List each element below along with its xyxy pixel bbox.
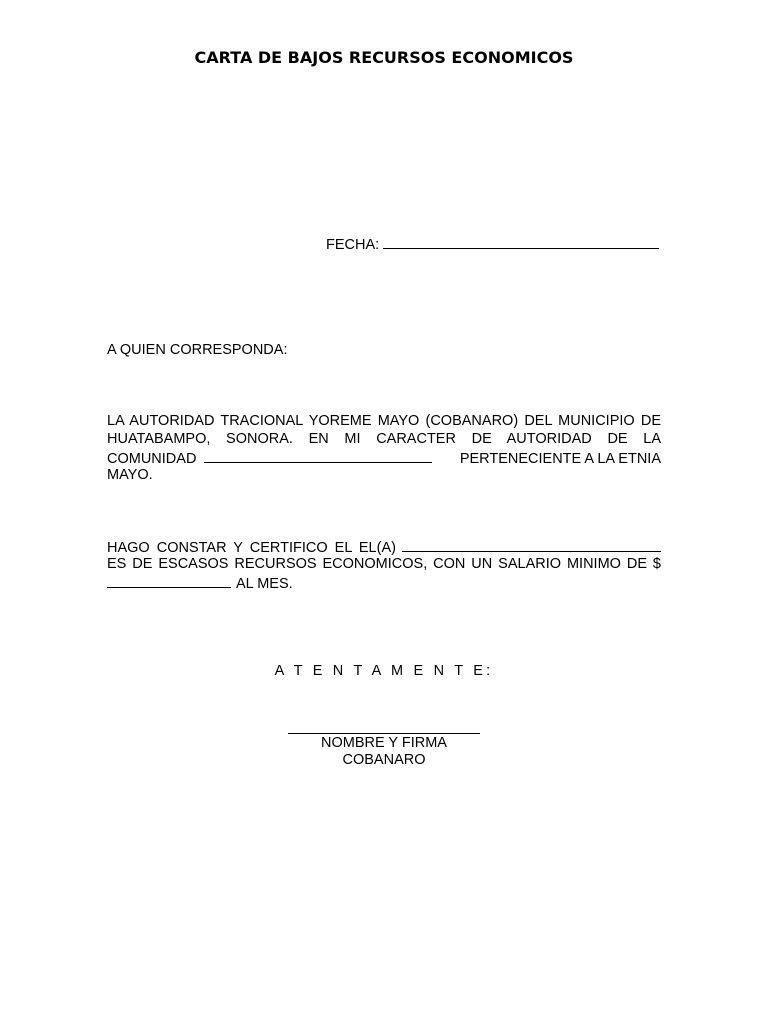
paragraph-certification [107,537,661,591]
paragraph-line-salary [107,573,661,591]
community-blank-field [204,448,432,463]
document-title: CARTA DE BAJOS RECURSOS ECONOMICOS [194,48,574,67]
date-blank-field [383,234,659,249]
ethnicity-text: PERTENECIENTE A LA ETNIA [459,451,661,467]
closing-text: A T E N T A M E N T E: [274,663,494,679]
paragraph-line: ES DE ESCASOS RECURSOS ECONOMICOS, CON UN SALARIO MINIMO DE $ [107,556,661,572]
paragraph-line: MAYO. [107,467,153,483]
per-month-text: AL MES. [236,576,293,592]
salary-blank-field [107,573,231,588]
date-line [326,234,659,254]
paragraph-line: HUATABAMPO, SONORA. EN MI CARACTER DE AUTORIDAD DE LA [107,431,661,447]
date-label: FECHA: [326,237,380,253]
paragraph-authority [107,412,661,484]
salutation: A QUIEN CORRESPONDA: [107,342,288,358]
paragraph-line-person [107,537,661,555]
signature-role: COBANARO [342,752,426,768]
paragraph-line: LA AUTORIDAD TRACIONAL YOREME MAYO (COBANARO) DEL MUNICIPIO DE [107,413,661,429]
community-label: COMUNIDAD [107,451,197,467]
certify-label: HAGO CONSTAR Y CERTIFICO EL EL(A) [107,540,396,556]
signature-name-label: NOMBRE Y FIRMA [321,735,447,751]
paragraph-line-community [107,448,661,466]
person-blank-field [402,537,661,552]
